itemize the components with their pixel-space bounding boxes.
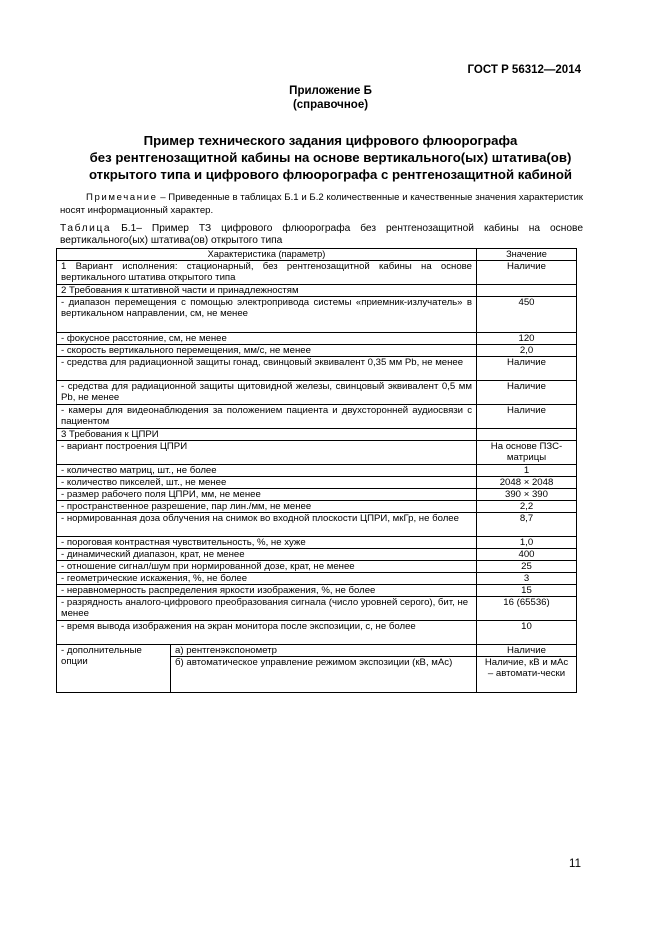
table-row-options-a: [57, 645, 577, 657]
annex-heading: [0, 84, 661, 112]
row-value: 450: [477, 297, 577, 333]
row-param: - количество матриц, шт., не более: [57, 465, 477, 477]
row-param: - фокусное расстояние, см, не менее: [57, 333, 477, 345]
note-label: Примечание: [86, 192, 158, 203]
row-value: 1,0: [477, 537, 577, 549]
row-param: - размер рабочего поля ЦПРИ, мм, не менее: [57, 489, 477, 501]
row-value: 120: [477, 333, 577, 345]
table-row: [57, 489, 577, 501]
table-row: [57, 441, 577, 465]
table-row: [57, 621, 577, 645]
table-caption-label: Таблица: [60, 223, 112, 234]
title-line-3: открытого типа и цифрового флюорографа с рентгенозащитной кабиной: [88, 167, 573, 182]
table-row: [57, 477, 577, 489]
row-value: На основе ПЗС-матрицы: [477, 441, 577, 465]
row-value: 3: [477, 573, 577, 585]
table-row: [57, 561, 577, 573]
row-value: [477, 285, 577, 297]
row-param: - отношение сигнал/шум при нормированной дозе, крат, не менее: [57, 561, 477, 573]
table-row: [57, 429, 577, 441]
option-b-param: б) автоматическое управление режимом экспозиции (кВ, мАс): [171, 657, 477, 693]
row-param: - пространственное разрешение, пар лин./мм, не менее: [57, 501, 477, 513]
table-caption-text: Б.1– Пример ТЗ цифрового флюорографа без рентгенозащитной кабины на основе вертикального(ых) штатива(ов) открытого типа: [60, 223, 583, 246]
row-param: - динамический диапазон, крат, не менее: [57, 549, 477, 561]
row-param: - скорость вертикального перемещения, мм/с, не менее: [57, 345, 477, 357]
table-row: [57, 285, 577, 297]
table-row: [57, 333, 577, 345]
spec-table: [56, 248, 577, 693]
row-value: 390 × 390: [477, 489, 577, 501]
row-value: 400: [477, 549, 577, 561]
annex-title: Приложение Б: [289, 85, 372, 97]
table-row: [57, 513, 577, 537]
row-value: 2,0: [477, 345, 577, 357]
row-param: - пороговая контрастная чувствительность, %, не хуже: [57, 537, 477, 549]
row-param: - количество пикселей, шт., не менее: [57, 477, 477, 489]
table-row: [57, 465, 577, 477]
row-value: 16 (65536): [477, 597, 577, 621]
note-text: – Приведенные в таблицах Б.1 и Б.2 количественные и качественные значения характеристик носят информационный характер.: [60, 192, 583, 216]
table-row: [57, 573, 577, 585]
option-a-param: а) рентгенэкспонометр: [171, 645, 477, 657]
row-value: 8,7: [477, 513, 577, 537]
option-b-value: Наличие, кВ и мАс – автомати-чески: [477, 657, 577, 693]
row-value: [477, 429, 577, 441]
row-value: Наличие: [477, 381, 577, 405]
table-row: [57, 537, 577, 549]
table-header-row: [57, 249, 577, 261]
table-row: [57, 405, 577, 429]
row-param: - разрядность аналого-цифрового преобразования сигнала (число уровней серого), бит, не менее: [57, 597, 477, 621]
row-param: - неравномерность распределения яркости изображения, %, не более: [57, 585, 477, 597]
row-param: 3 Требования к ЦПРИ: [57, 429, 477, 441]
table-caption: [60, 223, 583, 247]
table-row: [57, 297, 577, 333]
table-row: [57, 549, 577, 561]
title-line-1: Пример технического задания цифрового флюорографа: [143, 133, 518, 148]
row-value: 15: [477, 585, 577, 597]
row-param: - диапазон перемещения с помощью электропривода системы «приемник-излучатель» в вертикальном направлении, см, не менее: [57, 297, 477, 333]
row-value: Наличие: [477, 261, 577, 285]
row-param: - средства для радиационной защиты гонад, свинцовый эквивалент 0,35 мм Pb, не менее: [57, 357, 477, 381]
table-row: [57, 345, 577, 357]
table-row: [57, 597, 577, 621]
standard-code: ГОСТ Р 56312—2014: [467, 64, 581, 76]
row-value: 2,2: [477, 501, 577, 513]
row-param: - геометрические искажения, %, не более: [57, 573, 477, 585]
row-param: - камеры для видеонаблюдения за положением пациента и двухсторонней аудиосвязи с пациентом: [57, 405, 477, 429]
row-value: 10: [477, 621, 577, 645]
row-param: 2 Требования к штативной части и принадлежностям: [57, 285, 477, 297]
header-value: Значение: [477, 249, 577, 261]
document-title: [60, 132, 601, 183]
options-label: - дополнительные опции: [57, 645, 171, 693]
annex-subtitle: (справочное): [292, 99, 369, 111]
table-row: [57, 261, 577, 285]
row-value: 2048 × 2048: [477, 477, 577, 489]
row-param: 1 Вариант исполнения: стационарный, без рентгенозащитной кабины на основе вертикального штатива открытого типа: [57, 261, 477, 285]
table-row: [57, 501, 577, 513]
table-row: [57, 381, 577, 405]
title-line-2: без рентгенозащитной кабины на основе вертикального(ых) штатива(ов): [89, 150, 572, 165]
row-value: 1: [477, 465, 577, 477]
row-value: 25: [477, 561, 577, 573]
row-param: - вариант построения ЦПРИ: [57, 441, 477, 465]
row-value: Наличие: [477, 357, 577, 381]
row-param: - нормированная доза облучения на снимок во входной плоскости ЦПРИ, мкГр, не более: [57, 513, 477, 537]
row-param: - средства для радиационной защиты щитовидной железы, свинцовый эквивалент 0,5 мм Pb, не менее: [57, 381, 477, 405]
table-row: [57, 357, 577, 381]
page-number: 11: [569, 858, 581, 870]
header-param: Характеристика (параметр): [57, 249, 477, 261]
note-paragraph: [60, 191, 583, 217]
option-a-value: Наличие: [477, 645, 577, 657]
table-row: [57, 585, 577, 597]
row-value: Наличие: [477, 405, 577, 429]
row-param: - время вывода изображения на экран монитора после экспозиции, с, не более: [57, 621, 477, 645]
